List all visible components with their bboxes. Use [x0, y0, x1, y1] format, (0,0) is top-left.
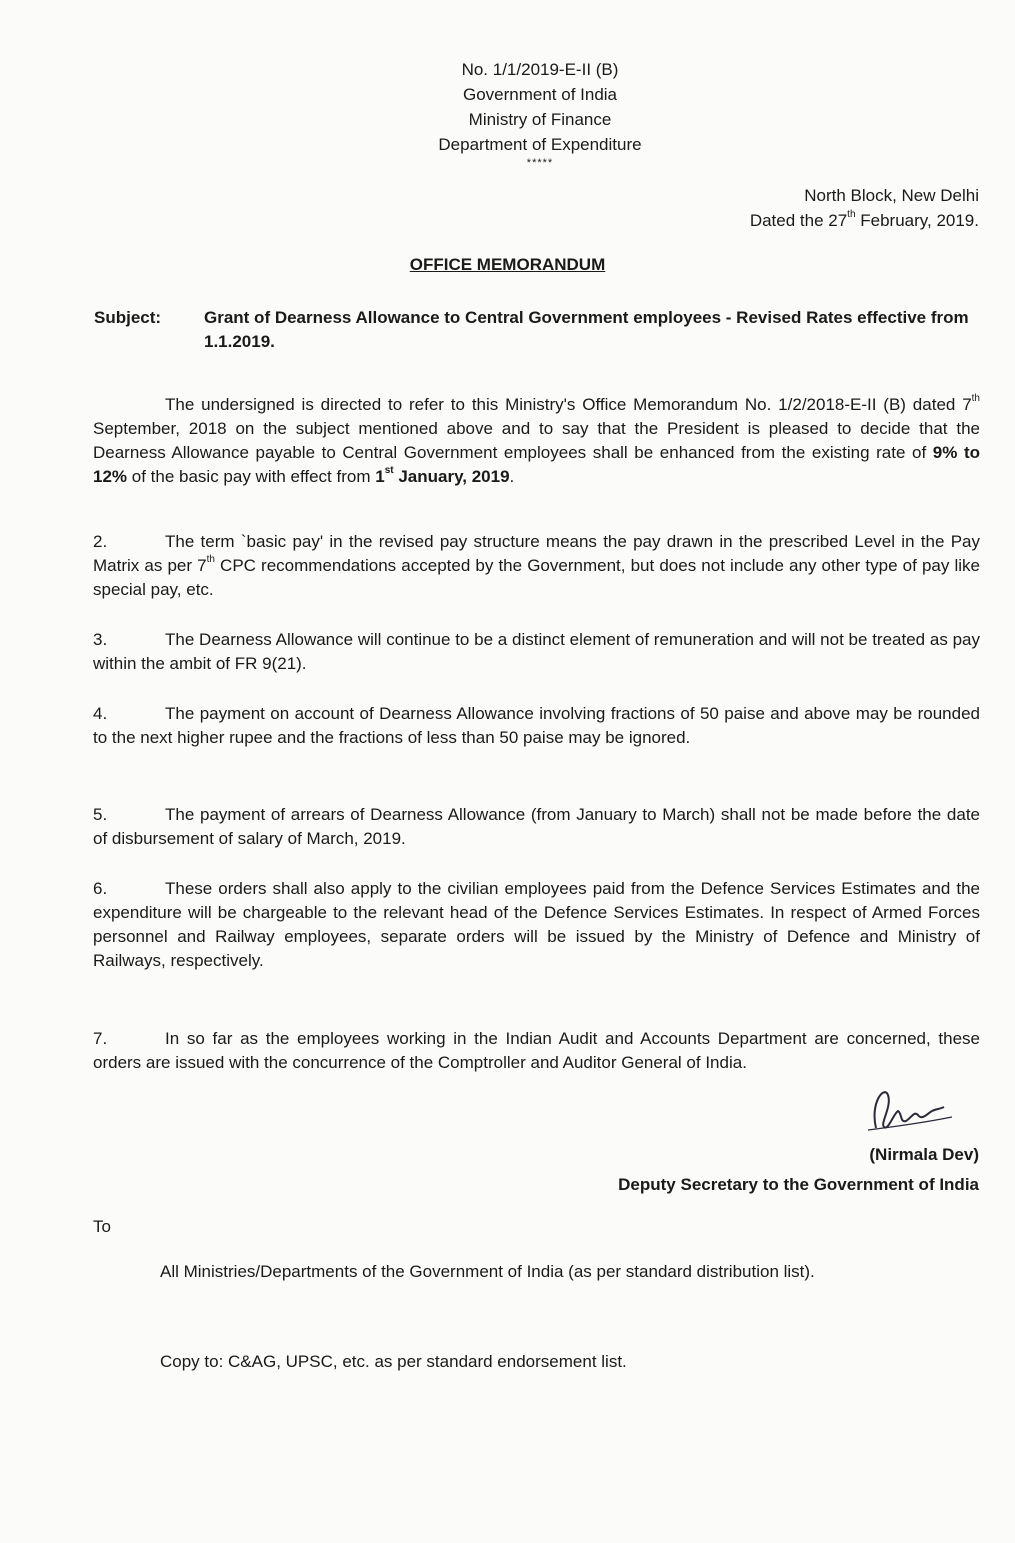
- paragraph-5: 5. The payment of arrears of Dearness Allowance (from January to March) shall not be made before the date of disbursement of salary of March, 2019.: [93, 805, 980, 848]
- copy-to: Copy to: C&AG, UPSC, etc. as per standard endorsement list.: [160, 1352, 627, 1371]
- handwritten-signature: [862, 1083, 954, 1133]
- paragraph-1: The undersigned is directed to refer to this Ministry's Office Memorandum No. 1/2/2018-E-II (B) dated 7th September, 2018 on the subject mentioned above and to say that the President is pleased to decide that the Dearness Allowance payable to Central Government employees shall be enhanced from the existing rate of 9% to 12% of the basic pay with effect from 1st January, 2019.: [93, 393, 981, 486]
- subject-block: [94, 306, 984, 354]
- date: Dated the 27th February, 2019.: [749, 209, 979, 230]
- paragraph-4: 4. The payment on account of Dearness Allowance involving fractions of 50 paise and above may be rounded to the next higher rupee and the fractions of less than 50 paise may be ignored.: [93, 704, 980, 747]
- place-date-block: [750, 183, 979, 233]
- signatory-designation: Deputy Secretary to the Government of India: [618, 1175, 979, 1194]
- location: North Block, New Delhi: [804, 186, 979, 205]
- ministry-name: Ministry of Finance: [468, 110, 612, 129]
- paragraph-3: 3. The Dearness Allowance will continue to be a distinct element of remuneration and will not be treated as pay within the ambit of FR 9(21).: [93, 630, 980, 673]
- to-label: To: [93, 1217, 111, 1236]
- memo-title: OFFICE MEMORANDUM: [409, 255, 606, 274]
- subject-label: Subject:: [94, 308, 162, 327]
- file-number: No. 1/1/2019-E-II (B): [461, 60, 619, 79]
- signatory-block: [618, 1140, 979, 1200]
- signatory-name: (Nirmala Dev): [869, 1145, 979, 1164]
- paragraph-2: 2. The term `basic pay' in the revised pay structure means the pay drawn in the prescribed Level in the Pay Matrix as per 7th CPC recommendations accepted by the Government, but does not include any other type of pay like special pay, etc.: [93, 532, 980, 599]
- department-name: Department of Expenditure: [438, 135, 642, 154]
- letterhead: [340, 57, 740, 169]
- government-name: Government of India: [462, 85, 618, 104]
- subject-text: Grant of Dearness Allowance to Central Government employees - Revised Rates effective from 1.1.2019.: [204, 308, 969, 351]
- paragraph-6: 6. These orders shall also apply to the civilian employees paid from the Defence Services Estimates and the expenditure will be chargeable to the relevant head of the Defence Services Estimates. In respect of Armed Forces personnel and Railway employees, separate orders will be issued by the Ministry of Defence and Ministry of Railways, respectively.: [93, 879, 980, 970]
- separator-stars: *****: [526, 157, 554, 169]
- distribution-list: All Ministries/Departments of the Government of India (as per standard distribution list).: [160, 1262, 815, 1281]
- paragraph-7: 7. In so far as the employees working in the Indian Audit and Accounts Department are concerned, these orders are issued with the concurrence of the Comptroller and Auditor General of India.: [93, 1029, 980, 1072]
